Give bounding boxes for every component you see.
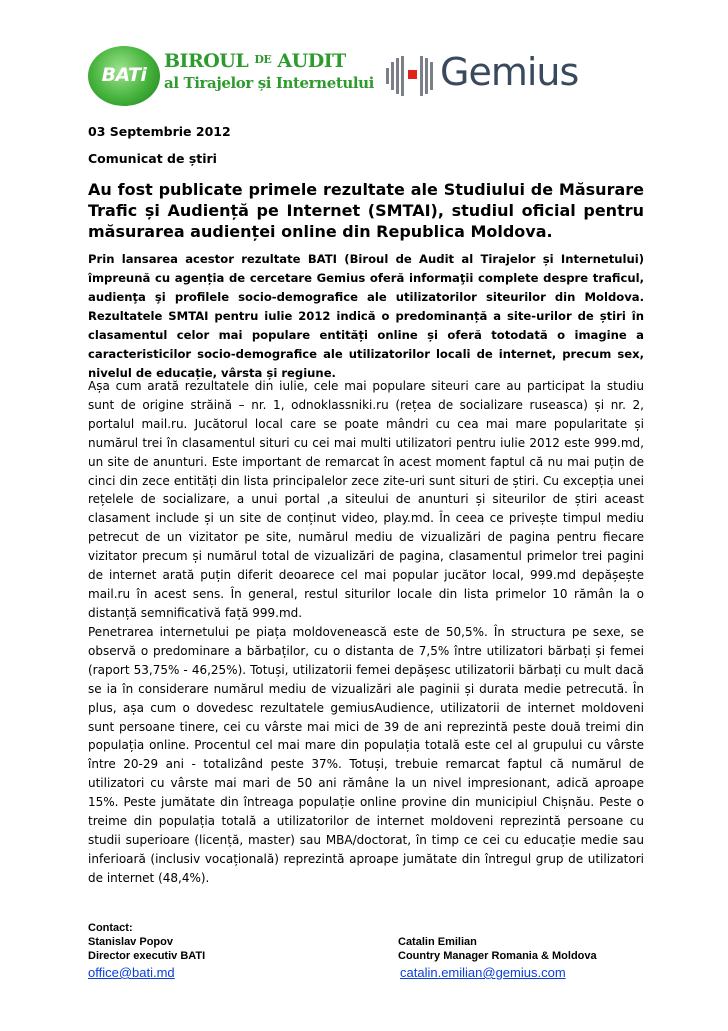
gemius-logo — [386, 52, 596, 102]
contact-left-name: Stanislav Popov — [88, 936, 173, 948]
gemius-red-square-icon — [408, 70, 417, 79]
document-type: Comunicat de știri — [88, 151, 217, 166]
bati-badge-text: BATi — [101, 64, 147, 86]
contact-right-role: Country Manager Romania & Moldova — [398, 950, 597, 962]
gemius-wordmark: Gemius — [440, 50, 579, 94]
bati-title-main: BIROUL — [164, 50, 249, 72]
body-paragraph-1: Așa cum arată rezultatele din iulie, cele mai populare siteuri care au participat la studiu sunt de origine străină – nr. 1, odnoklassniki.ru (rețea de socializare ruseasca) și nr. 2, portalul mail.ru. Jucătorul local care se poate mândri cu cea mai mare popularitate și numărul trei în clasamentul situri cu cei mai multi utilizatori pentru iulie 2012 este 999.md, un site de anunturi. Este important de remarcat în acest moment faptul că nu mai puțin de cinci din zece entități din lista principalelor zece zite-uri sunt situri de știri. Cu excepția unei rețelele de socializare, a unui portal ,a siteului de anunturi și siteurilor de știri aceast clasament include și un site de conținut video, play.md. În ceea ce privește timpul mediu petrecut de un vizitator pe site, numărul mediu de vizualizări de pagina pentru fiecare vizitator precum și numărul total de vizualizări de pagina, clasamentul primelor trei pagini de internet arată puțin diferit deoarece cel mai popular jucător local, 999.md depășește mail.ru în acest sens. În general, restul siturilor locale din lista primelor 10 rămân la o distanță semnificativă față 999.md. — [88, 379, 644, 620]
gemius-grid-icon — [386, 54, 434, 98]
headline: Au fost publicate primele rezultate ale Studiului de Măsurare Trafic și Audiență pe Internet (SMTAI), studiul oficial pentru măsurarea audienței online din Republica Moldova. — [88, 180, 644, 241]
lead-paragraph: Prin lansarea acestor rezultate BATI (Biroul de Audit al Tirajelor și Internetului) împreună cu agenția de cercetare Gemius oferă informaţii complete despre traficul, audienţa şi profilele socio-demografice ale utilizatorilor siteurilor din Moldova. Rezultatele SMTAI pentru iulie 2012 indică o predominanță a site-urilor de știri în clasamentul celor mai populare entități online și oferă totodată o imagine a caracteristicilor socio-demografice ale utilizatorilor locali de internet, precum sex, nivelul de educație, vârsta și regiune. — [88, 252, 644, 380]
contact-right-email-link[interactable]: catalin.emilian@gemius.com — [400, 965, 566, 980]
contact-right-name: Catalin Emilian — [398, 936, 477, 948]
bati-logo-subtitle: al Tirajelor și Internetului — [164, 74, 374, 92]
body-paragraph-2: Penetrarea internetului pe piața moldovenească este de 50,5%. În structura pe sexe, se observă o predominare a bărbaților, cu o distanta de 7,5% între utilizatori bărbați și femei (raport 53,75% - 46,25%). Totuși, utilizatorii femei depășesc utilizatorii bărbați cu mult dacă se ia în considerare numărul mediu de vizualizări ale paginii și durata medie petrecută. În plus, așa cum o dovedesc rezultatele gemiusAudience, utilizatorii de internet moldoveni sunt persoane tinere, cei cu vârste mai mici de 39 de ani reprezintă peste două treimi din populația online. Procentul cel mai mare din populația totală este cel al grupului cu vârste între 20-29 ani - totalizând peste 37%. Totuși, trebuie remarcat faptul că numărul de utilizatori cu vârste mai mari de 50 ani rămâne la un nivel impresionant, adică aproape 15%. Peste jumătate din întreaga populație online provine din municipiul Chișnău. Peste o treime din populația totală a utilizatorilor de internet moldoveni reprezintă persoane cu studii superioare (licență, master) sau MBA/doctorat, în timp ce cei cu educație medie sau inferioară (inclusiv vocațională) reprezintă aproape jumătate din întregul grup de utilizatori de internet (48,4%). — [88, 625, 644, 885]
contact-label: Contact: — [88, 922, 133, 934]
contact-left — [88, 921, 205, 963]
bati-logo — [88, 46, 374, 110]
bati-logo-title — [164, 50, 346, 72]
contact-left-email-link[interactable]: office@bati.md — [88, 965, 175, 980]
contact-right — [398, 935, 597, 963]
release-date: 03 Septembrie 2012 — [88, 124, 231, 139]
contact-left-role: Director executiv BATI — [88, 950, 206, 962]
bati-title-end: AUDIT — [277, 50, 346, 72]
bati-title-small: DE — [254, 53, 272, 66]
